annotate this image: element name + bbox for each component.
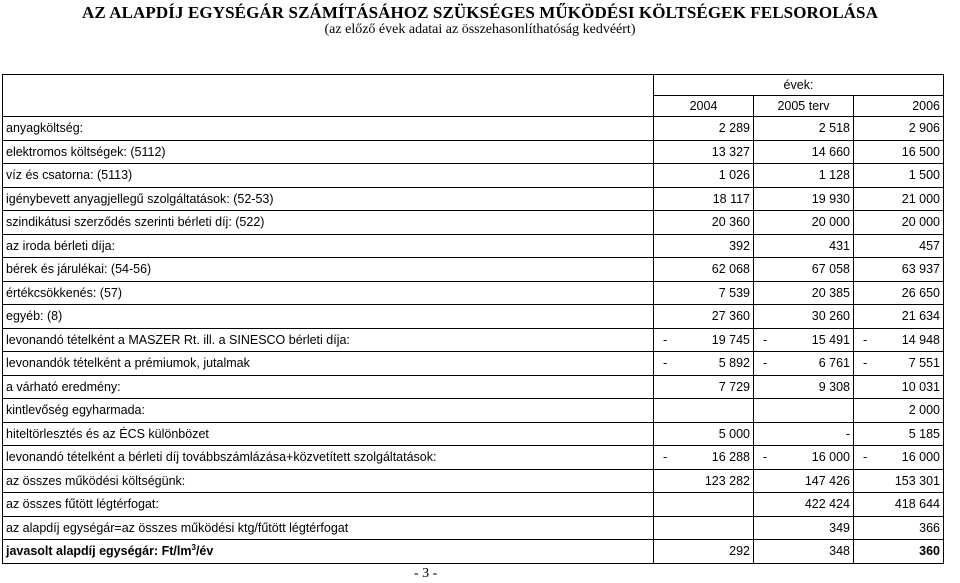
value-cell	[854, 446, 944, 470]
value-text: 6 761	[818, 356, 850, 371]
value-text: 19 745	[711, 332, 750, 347]
value-text: 349	[829, 520, 850, 535]
col-header-2006: 2006	[854, 96, 944, 117]
value-cell	[854, 234, 944, 258]
value-cell	[654, 375, 754, 399]
value-cell	[854, 328, 944, 352]
row-label: víz és csatorna: (5113)	[3, 164, 654, 188]
value-text: 14 660	[811, 144, 850, 159]
value-cell	[854, 399, 944, 423]
value-cell	[754, 375, 854, 399]
negative-sign: -	[663, 356, 668, 371]
value-text: 21 634	[901, 309, 940, 324]
value-text: 16 000	[811, 450, 850, 465]
negative-sign: -	[763, 356, 768, 371]
value-cell	[754, 281, 854, 305]
value-cell	[854, 352, 944, 376]
value-cell	[654, 140, 754, 164]
value-text: 5 892	[718, 356, 750, 371]
table-row	[3, 352, 944, 376]
row-label: anyagköltség:	[3, 117, 654, 141]
table-row	[3, 234, 944, 258]
value-text: 9 308	[818, 379, 850, 394]
negative-sign: -	[863, 450, 868, 465]
value-text: 418 644	[894, 497, 940, 512]
value-cell	[754, 446, 854, 470]
value-cell	[754, 305, 854, 329]
value-cell	[654, 187, 754, 211]
value-text: 63 937	[901, 262, 940, 277]
value-text: 16 288	[711, 450, 750, 465]
value-cell	[754, 234, 854, 258]
value-cell	[754, 328, 854, 352]
value-cell	[654, 164, 754, 188]
value-cell	[854, 211, 944, 235]
table-row	[3, 446, 944, 470]
value-cell	[654, 469, 754, 493]
value-text: 27 360	[711, 309, 750, 324]
value-cell	[854, 281, 944, 305]
table-row	[3, 399, 944, 423]
header-row-years	[3, 75, 944, 96]
value-text: 20 000	[901, 215, 940, 230]
row-label: a várható eredmény:	[3, 375, 654, 399]
value-text: 422 424	[804, 497, 850, 512]
table-row	[3, 328, 944, 352]
final-value-cell: 348	[754, 540, 854, 564]
value-cell	[654, 258, 754, 282]
value-text: 2 289	[718, 121, 750, 136]
value-cell	[754, 399, 854, 423]
value-text: 14 948	[901, 332, 940, 347]
value-cell	[654, 211, 754, 235]
value-text: 62 068	[711, 262, 750, 277]
value-cell	[654, 516, 754, 540]
row-label: levonandó tételként a MASZER Rt. ill. a SINESCO bérleti díja:	[3, 328, 654, 352]
document-subtitle: (az előző évek adatai az összehasonlíthatóság kedvéért)	[324, 22, 636, 37]
value-text: 20 360	[711, 215, 750, 230]
table-row	[3, 187, 944, 211]
value-cell	[854, 117, 944, 141]
value-text: 392	[729, 238, 750, 253]
value-text: 10 031	[901, 379, 940, 394]
value-cell	[754, 352, 854, 376]
table-row	[3, 164, 944, 188]
row-label: levonandó tételként a bérleti díj továbbszámlázása+közvetített szolgáltatások:	[3, 446, 654, 470]
col-header-2005: 2005 terv	[754, 96, 854, 117]
value-text: 153 301	[894, 473, 940, 488]
table-row	[3, 422, 944, 446]
value-cell	[754, 187, 854, 211]
header-row-columns	[3, 96, 944, 117]
value-cell	[654, 281, 754, 305]
value-cell	[754, 117, 854, 141]
negative-sign: -	[763, 450, 768, 465]
value-text: 7 551	[908, 356, 940, 371]
row-label: kintlevőség egyharmada:	[3, 399, 654, 423]
value-text: 20 000	[811, 215, 850, 230]
value-text: 7 729	[718, 379, 750, 394]
value-text: 1 128	[818, 168, 850, 183]
final-row	[3, 540, 944, 564]
value-cell	[654, 352, 754, 376]
value-cell	[854, 305, 944, 329]
value-text: 431	[829, 238, 850, 253]
table-row	[3, 140, 944, 164]
negative-sign: -	[663, 450, 668, 465]
final-value-cell: 360	[854, 540, 944, 564]
final-label-superscript: 3	[191, 543, 196, 553]
table-row	[3, 281, 944, 305]
value-text: -	[845, 426, 850, 441]
value-text: 5 185	[908, 426, 940, 441]
value-cell	[654, 446, 754, 470]
document-title: AZ ALAPDÍJ EGYSÉGÁR SZÁMÍTÁSÁHOZ SZÜKSÉGES MŰKÖDÉSI KÖLTSÉGEK FELSOROLÁSA	[82, 3, 878, 22]
table-row	[3, 516, 944, 540]
value-cell	[654, 328, 754, 352]
value-text: 7 539	[718, 285, 750, 300]
header-blank-cell	[3, 96, 654, 117]
value-text: 366	[919, 520, 940, 535]
value-cell	[754, 140, 854, 164]
value-cell	[754, 469, 854, 493]
years-label: évek:	[654, 75, 944, 96]
row-label: egyéb: (8)	[3, 305, 654, 329]
row-label: az összes fűtött légtérfogat:	[3, 493, 654, 517]
value-text: 457	[919, 238, 940, 253]
row-label: igénybevett anyagjellegű szolgáltatások: (52-53)	[3, 187, 654, 211]
value-cell	[654, 422, 754, 446]
row-label: szindikátusi szerződés szerinti bérleti díj: (522)	[3, 211, 654, 235]
value-cell	[854, 164, 944, 188]
value-text: 5 000	[718, 426, 750, 441]
value-cell	[754, 493, 854, 517]
value-cell	[754, 164, 854, 188]
value-text: 13 327	[711, 144, 750, 159]
value-text: 30 260	[811, 309, 850, 324]
value-text: 15 491	[811, 332, 850, 347]
value-text: 21 000	[901, 191, 940, 206]
value-cell	[754, 258, 854, 282]
table-row	[3, 493, 944, 517]
final-row-label	[3, 540, 654, 564]
value-cell	[754, 422, 854, 446]
value-text: 1 026	[718, 168, 750, 183]
value-cell	[854, 140, 944, 164]
value-text: 16 000	[901, 450, 940, 465]
row-label: az iroda bérleti díja:	[3, 234, 654, 258]
row-label: elektromos költségek: (5112)	[3, 140, 654, 164]
value-cell	[654, 305, 754, 329]
table-row	[3, 258, 944, 282]
value-text: 2 000	[908, 403, 940, 418]
value-cell	[754, 211, 854, 235]
final-value-cell: 292	[654, 540, 754, 564]
value-cell	[854, 469, 944, 493]
value-text: 19 930	[811, 191, 850, 206]
table-row	[3, 375, 944, 399]
row-label: értékcsökkenés: (57)	[3, 281, 654, 305]
row-label: az alapdíj egységár=az összes működési ktg/fűtött légtérfogat	[3, 516, 654, 540]
value-cell	[854, 375, 944, 399]
negative-sign: -	[663, 332, 668, 347]
negative-sign: -	[763, 332, 768, 347]
value-cell	[754, 516, 854, 540]
value-cell	[654, 234, 754, 258]
negative-sign: -	[863, 356, 868, 371]
value-cell	[854, 187, 944, 211]
value-text: 26 650	[901, 285, 940, 300]
value-cell	[654, 493, 754, 517]
value-cell	[654, 117, 754, 141]
value-text: 2 906	[908, 121, 940, 136]
cost-table	[2, 74, 944, 564]
table-row	[3, 469, 944, 493]
table-row	[3, 305, 944, 329]
value-text: 20 385	[811, 285, 850, 300]
value-text: 1 500	[908, 168, 940, 183]
final-label-main: javasolt alapdíj egységár: Ft/lm	[6, 544, 192, 559]
value-cell	[854, 258, 944, 282]
value-cell	[854, 516, 944, 540]
row-label: bérek és járulékai: (54-56)	[3, 258, 654, 282]
value-text: 123 282	[704, 473, 750, 488]
value-cell	[854, 493, 944, 517]
row-label: hiteltörlesztés és az ÉCS különbözet	[3, 422, 654, 446]
value-text: 2 518	[818, 121, 850, 136]
value-text: 147 426	[804, 473, 850, 488]
final-label-tail: /év	[195, 544, 214, 559]
value-cell	[654, 399, 754, 423]
page-number: - 3 -	[414, 566, 438, 581]
row-label: levonandók tételként a prémiumok, jutalmak	[3, 352, 654, 376]
value-text: 67 058	[811, 262, 850, 277]
negative-sign: -	[863, 332, 868, 347]
header-blank-cell	[3, 75, 654, 96]
table-row	[3, 117, 944, 141]
value-cell	[854, 422, 944, 446]
row-label: az összes működési költségünk:	[3, 469, 654, 493]
table-row	[3, 211, 944, 235]
value-text: 16 500	[901, 144, 940, 159]
col-header-2004: 2004	[654, 96, 754, 117]
value-text: 18 117	[712, 191, 750, 206]
